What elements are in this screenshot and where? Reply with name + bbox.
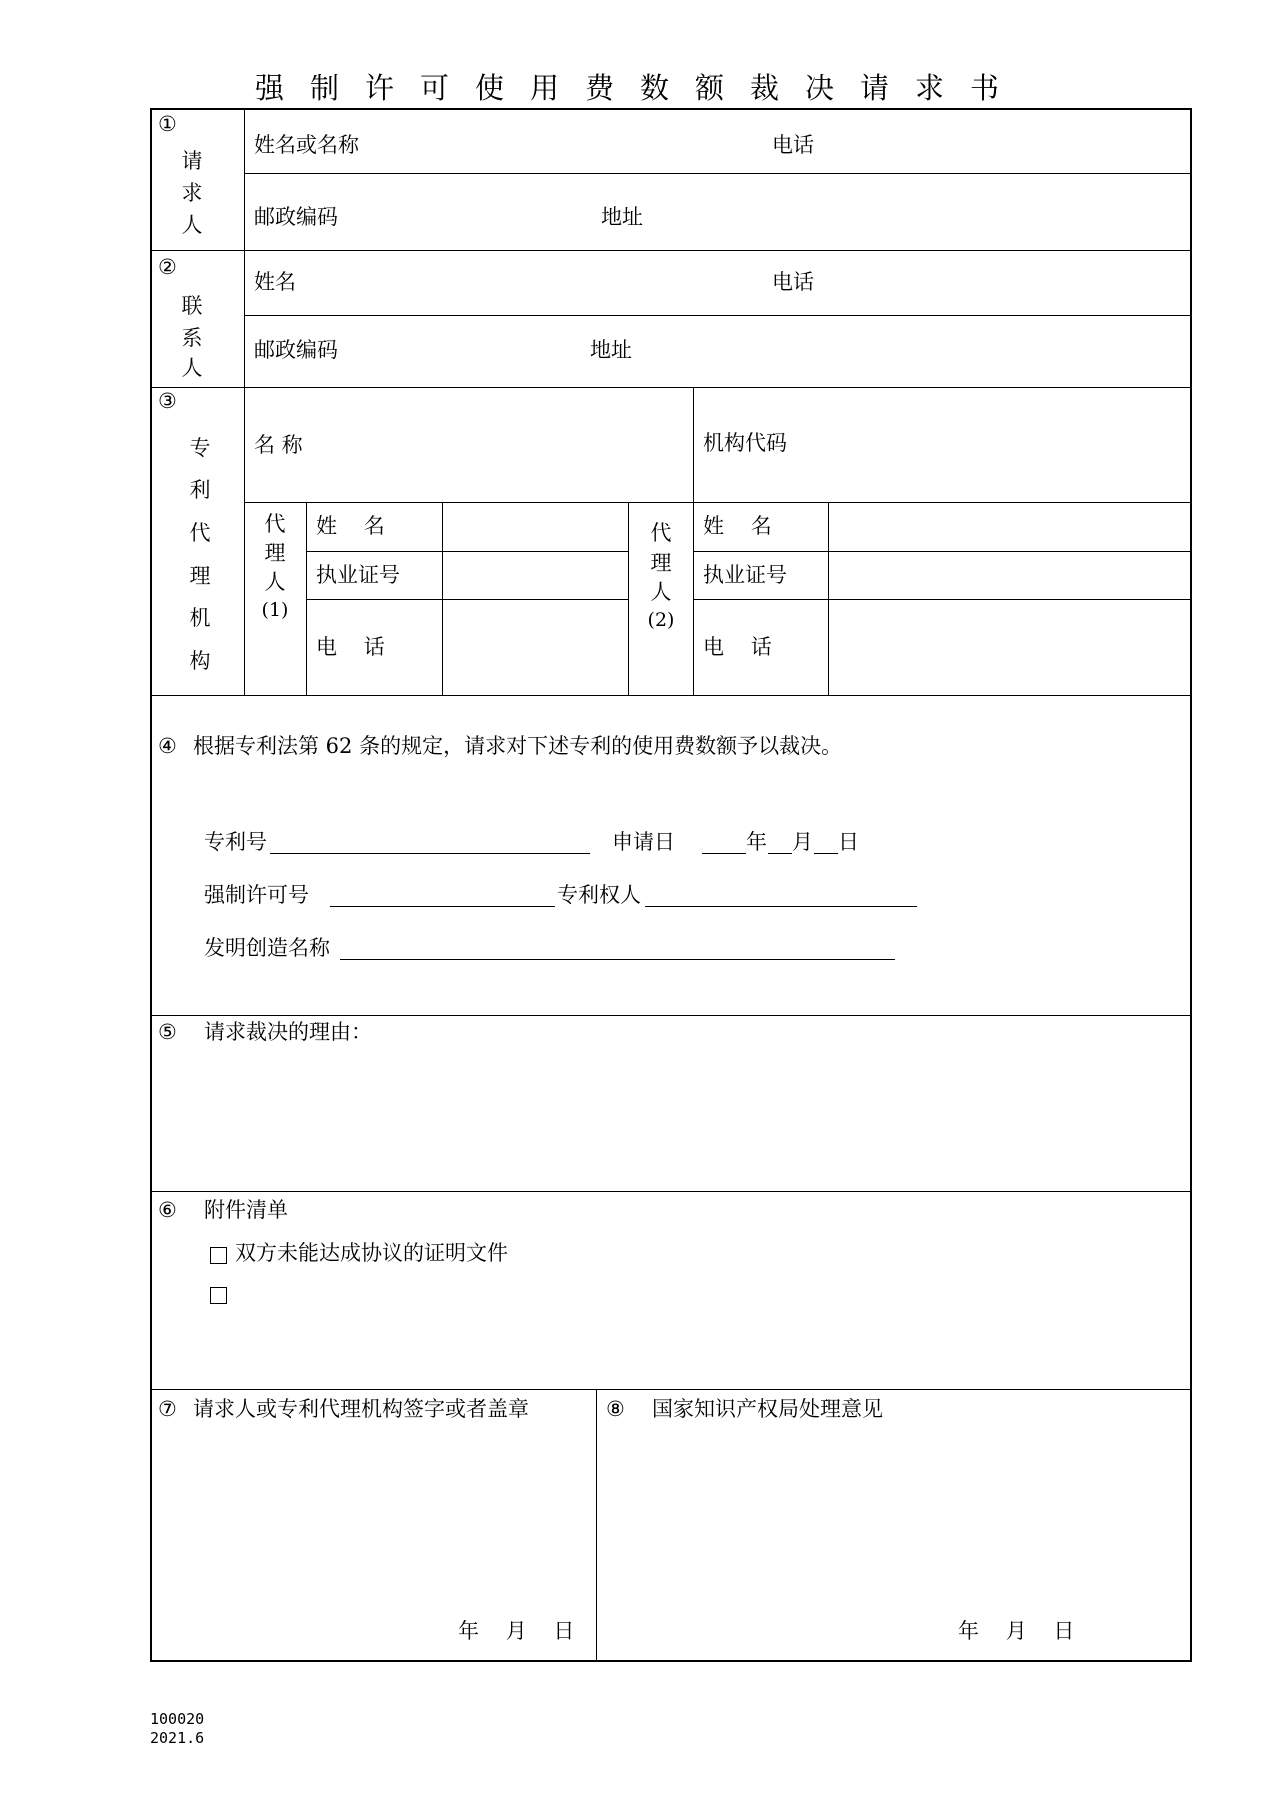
agent1-label-char: (1) xyxy=(261,599,289,621)
sec7-sec8-divider xyxy=(596,1389,597,1662)
day-label: 日 xyxy=(838,830,859,854)
agent2-name-label: 姓 名 xyxy=(703,514,772,538)
agent1-label-char: 代 xyxy=(264,512,286,536)
sec2-label-char: 系 xyxy=(181,326,203,350)
form-version: 2021.6 xyxy=(150,1729,205,1747)
divider-sec4 xyxy=(150,1015,1192,1016)
divider-agent1-row2 xyxy=(306,599,628,600)
requester-postcode-label: 邮政编码 xyxy=(254,205,338,229)
form-code: 100020 xyxy=(150,1710,205,1728)
patentee-label: 专利权人 xyxy=(557,883,641,907)
sec8-date: 年 月 日 xyxy=(958,1619,1075,1643)
attachment-checkbox[interactable] xyxy=(210,1247,227,1264)
agent1-label-line xyxy=(306,502,307,695)
agent2-phone-label: 电 话 xyxy=(703,635,772,659)
sec6-label: 附件清单 xyxy=(204,1198,288,1222)
agent2-value-line xyxy=(828,502,829,695)
agent2-label-char: (2) xyxy=(647,609,675,631)
sec7-date: 年 月 日 xyxy=(458,1619,575,1643)
sec1-label-char: 请 xyxy=(181,149,203,173)
agent2-label-char: 代 xyxy=(650,521,672,545)
divider-sec2-row xyxy=(244,315,1192,316)
apply-year-field[interactable] xyxy=(702,853,746,854)
agent1-label-char: 理 xyxy=(264,541,286,565)
sec3-label-char: 专 xyxy=(189,436,211,460)
apply-day-field[interactable] xyxy=(814,853,838,854)
sec1-number: ① xyxy=(158,112,177,136)
sec7-label: 请求人或专利代理机构签字或者盖章 xyxy=(193,1397,529,1421)
attachment-checkbox[interactable] xyxy=(210,1287,227,1304)
divider-sec6 xyxy=(150,1389,1192,1390)
agent1-value-line xyxy=(442,502,443,695)
divider-sec3-row xyxy=(244,502,1192,503)
apply-month-field[interactable] xyxy=(768,853,792,854)
divider-sec5 xyxy=(150,1191,1192,1192)
agent1-name-label: 姓 名 xyxy=(316,514,385,538)
month-label: 月 xyxy=(792,830,813,854)
agent2-left-line xyxy=(628,502,629,695)
invention-name-field[interactable] xyxy=(340,959,895,960)
sec3-number: ③ xyxy=(158,389,177,413)
agent2-label-char: 理 xyxy=(650,551,672,575)
license-no-label: 强制许可号 xyxy=(204,883,309,907)
contact-address-label: 地址 xyxy=(590,338,632,362)
patent-no-field[interactable] xyxy=(270,853,590,854)
agency-name-label: 名 称 xyxy=(254,433,303,457)
patentee-field[interactable] xyxy=(645,906,917,907)
label-column-line xyxy=(244,108,245,695)
sec7-number: ⑦ xyxy=(158,1397,177,1421)
contact-name-label: 姓名 xyxy=(254,270,296,294)
sec1-label-char: 求 xyxy=(181,181,203,205)
sec3-mid-line xyxy=(693,387,694,695)
agent1-phone-label: 电 话 xyxy=(316,635,385,659)
sec3-label-char: 构 xyxy=(189,649,211,673)
sec8-number: ⑧ xyxy=(606,1397,625,1421)
divider-sec1-row xyxy=(244,173,1192,174)
sec3-label-char: 理 xyxy=(189,564,211,588)
sec3-label-char: 机 xyxy=(189,606,211,630)
agent1-cert-label: 执业证号 xyxy=(316,563,400,587)
sec8-label: 国家知识产权局处理意见 xyxy=(652,1397,883,1421)
invention-name-label: 发明创造名称 xyxy=(204,936,330,960)
sec4-statement: 根据专利法第 62 条的规定，请求对下述专利的使用费数额予以裁决。 xyxy=(193,734,843,758)
divider-agent2-row2 xyxy=(693,599,1192,600)
attachment-item-label: 双方未能达成协议的证明文件 xyxy=(235,1241,508,1265)
license-no-field[interactable] xyxy=(330,906,555,907)
sec5-label: 请求裁决的理由： xyxy=(204,1020,372,1044)
sec5-number: ⑤ xyxy=(158,1020,177,1044)
sec2-number: ② xyxy=(158,255,177,279)
requester-phone-label: 电话 xyxy=(772,133,814,157)
year-label: 年 xyxy=(746,830,767,854)
apply-date-label: 申请日 xyxy=(612,830,675,854)
contact-phone-label: 电话 xyxy=(772,270,814,294)
sec6-number: ⑥ xyxy=(158,1198,177,1222)
requester-address-label: 地址 xyxy=(601,205,643,229)
sec2-label-char: 人 xyxy=(181,356,203,380)
divider-sec3 xyxy=(150,695,1192,696)
sec3-label-char: 代 xyxy=(189,521,211,545)
sec2-label-char: 联 xyxy=(181,294,203,318)
divider-agent1-row1 xyxy=(306,551,628,552)
divider-sec2 xyxy=(150,387,1192,388)
divider-sec1 xyxy=(150,250,1192,251)
contact-postcode-label: 邮政编码 xyxy=(254,338,338,362)
sec3-label-char: 利 xyxy=(189,478,211,502)
agent2-cert-label: 执业证号 xyxy=(703,563,787,587)
sec4-number: ④ xyxy=(158,734,177,758)
requester-name-label: 姓名或名称 xyxy=(254,133,359,157)
divider-agent2-row1 xyxy=(693,551,1192,552)
patent-no-label: 专利号 xyxy=(204,830,267,854)
agent2-label-char: 人 xyxy=(650,580,672,604)
document-title: 强制许可使用费数额裁决请求书 xyxy=(254,71,1025,105)
sec1-label-char: 人 xyxy=(181,213,203,237)
agent1-label-char: 人 xyxy=(264,570,286,594)
agency-code-label: 机构代码 xyxy=(703,431,787,455)
